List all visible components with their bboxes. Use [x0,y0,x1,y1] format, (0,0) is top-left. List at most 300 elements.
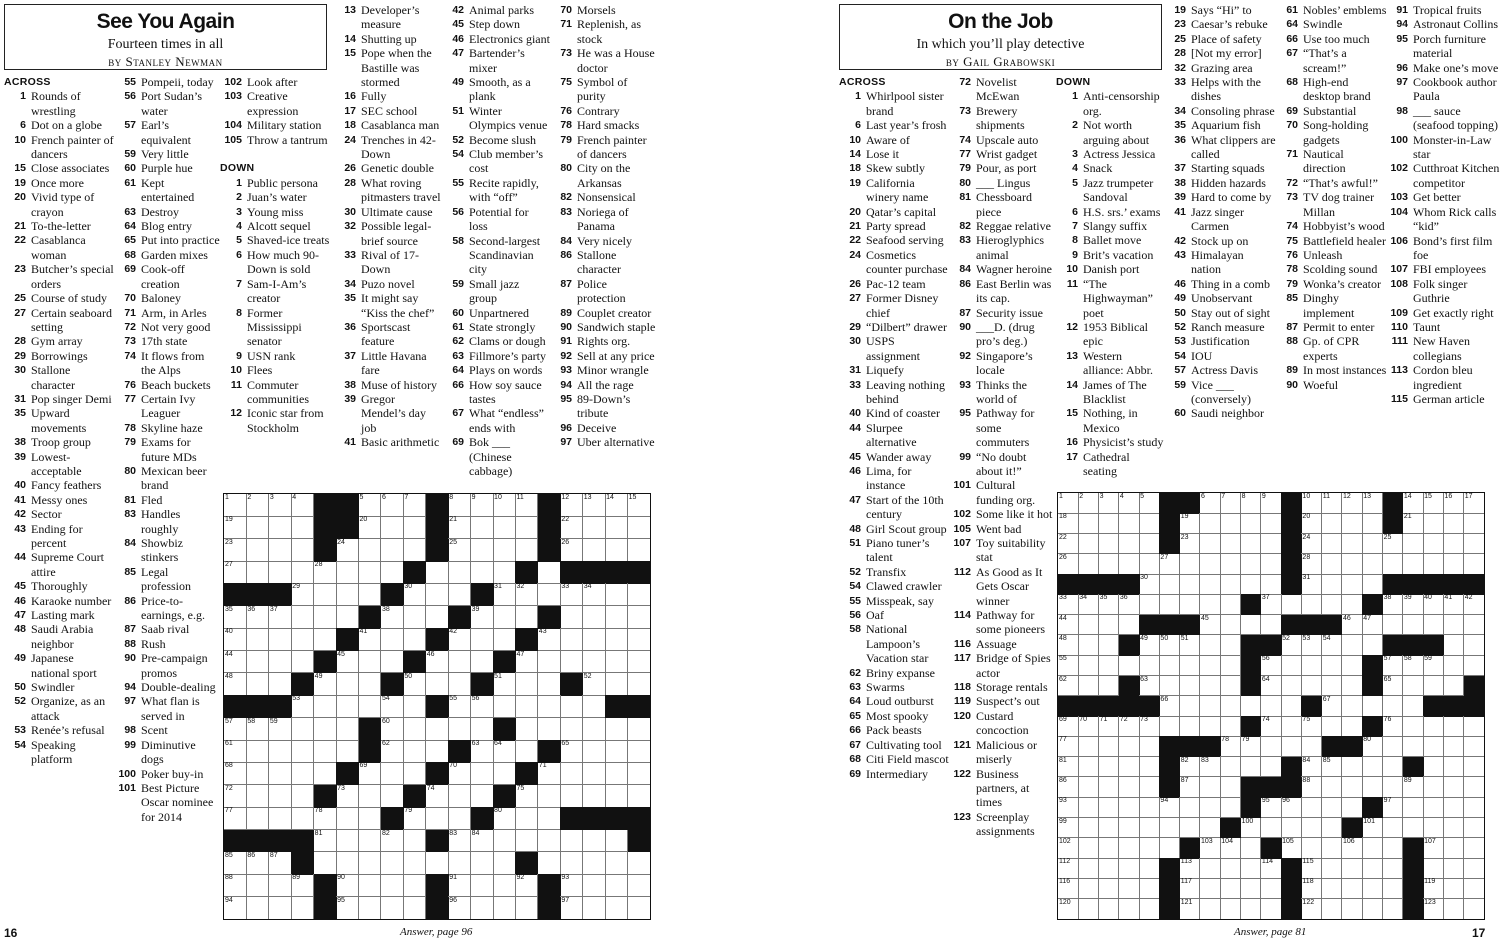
grid-cell[interactable] [269,651,292,674]
clue[interactable] [334,277,442,291]
grid-cell[interactable] [381,651,404,674]
clue[interactable] [1276,176,1388,190]
grid-cell[interactable] [1159,838,1180,859]
grid-cell[interactable] [1443,676,1464,697]
grid-cell[interactable] [605,897,628,919]
grid-cell[interactable] [605,539,628,562]
grid-cell[interactable] [314,583,337,606]
grid-cell[interactable] [336,561,359,584]
grid-cell[interactable] [1403,797,1424,818]
grid-cell[interactable] [448,897,471,919]
clue[interactable] [442,133,550,147]
clue[interactable] [4,522,114,551]
grid-cell[interactable] [1281,635,1302,656]
grid-cell[interactable] [1342,878,1363,899]
clue[interactable] [114,378,220,392]
grid-cell[interactable] [515,516,538,539]
grid-cell[interactable] [1342,554,1363,575]
grid-cell[interactable] [1078,797,1099,818]
clue[interactable] [4,219,114,233]
grid-cell[interactable] [1342,655,1363,676]
grid-cell[interactable] [1362,818,1383,839]
grid-cell[interactable] [1078,655,1099,676]
clue[interactable] [949,219,1053,233]
grid-cell[interactable] [1261,716,1282,737]
grid-cell[interactable] [291,874,314,897]
grid-cell[interactable] [1362,493,1383,514]
grid-cell[interactable] [1200,878,1221,899]
grid-cell[interactable] [448,516,471,539]
clue[interactable] [334,46,442,89]
clue[interactable] [4,291,114,305]
clue[interactable] [442,334,550,348]
clue[interactable] [839,248,949,277]
clue[interactable] [114,233,220,247]
grid-cell[interactable] [1078,716,1099,737]
grid-cell[interactable] [560,695,583,718]
grid-cell[interactable] [628,673,650,696]
clue[interactable] [442,234,550,277]
grid-cell[interactable] [1159,797,1180,818]
grid-cell[interactable] [560,583,583,606]
clue[interactable] [1056,277,1164,320]
grid-cell[interactable] [1342,858,1363,879]
clue[interactable] [550,421,658,435]
clue[interactable] [114,637,220,651]
clue[interactable] [114,75,220,89]
grid-cell[interactable] [1200,818,1221,839]
clue[interactable] [949,262,1053,276]
grid-cell[interactable] [1342,716,1363,737]
clue[interactable] [839,205,949,219]
grid-cell[interactable] [448,695,471,718]
grid-cell[interactable] [1464,838,1484,859]
grid-cell[interactable] [560,628,583,651]
grid-cell[interactable] [269,606,292,629]
grid-cell[interactable] [1058,493,1079,514]
grid-cell[interactable] [1423,615,1444,636]
grid-cell[interactable] [1220,513,1241,534]
grid-cell[interactable] [1139,493,1160,514]
grid-cell[interactable] [628,583,650,606]
grid-cell[interactable] [605,852,628,875]
clue[interactable] [839,738,949,752]
grid-cell[interactable] [1342,493,1363,514]
grid-cell[interactable] [448,785,471,808]
grid-cell[interactable] [426,740,449,763]
clue[interactable] [1164,3,1276,17]
grid-cell[interactable] [1078,858,1099,879]
grid-cell[interactable] [359,785,382,808]
grid-cell[interactable] [314,807,337,830]
clue[interactable] [114,392,220,421]
grid-cell[interactable] [1423,818,1444,839]
grid-cell[interactable] [359,494,382,517]
grid-cell[interactable] [1322,676,1343,697]
clue[interactable] [550,277,658,306]
grid-cell[interactable] [1078,493,1099,514]
grid-cell[interactable] [560,718,583,741]
grid-cell[interactable] [493,539,516,562]
clue[interactable] [220,363,330,377]
grid-cell[interactable] [1301,554,1322,575]
grid-cell[interactable] [1423,757,1444,778]
clue[interactable] [949,694,1053,708]
grid-cell[interactable] [246,539,269,562]
grid-cell[interactable] [1301,655,1322,676]
grid-cell[interactable] [628,718,650,741]
clue[interactable] [4,651,114,680]
grid-cell[interactable] [1362,534,1383,555]
grid-cell[interactable] [314,628,337,651]
grid-cell[interactable] [628,651,650,674]
grid-cell[interactable] [246,606,269,629]
clue[interactable] [334,219,442,248]
grid-cell[interactable] [314,673,337,696]
grid-cell[interactable] [1119,615,1140,636]
grid-cell[interactable] [336,852,359,875]
grid-cell[interactable] [291,695,314,718]
grid-cell[interactable] [1058,594,1079,615]
grid-cell[interactable] [1301,838,1322,859]
grid-cell[interactable] [269,539,292,562]
clue[interactable] [220,133,330,147]
clue[interactable] [949,176,1053,190]
clue[interactable] [949,536,1053,565]
grid-cell[interactable] [1443,757,1464,778]
clue[interactable] [839,622,949,665]
clue[interactable] [220,406,330,435]
grid-cell[interactable] [246,852,269,875]
clue[interactable] [1164,205,1276,234]
grid-cell[interactable] [1119,655,1140,676]
grid-cell[interactable] [1362,777,1383,798]
grid-cell[interactable] [381,830,404,853]
grid-cell[interactable] [1220,615,1241,636]
clue[interactable] [114,349,220,378]
grid-cell[interactable] [246,651,269,674]
clue[interactable] [839,277,949,291]
grid-cell[interactable] [224,539,247,562]
clue[interactable] [220,248,330,277]
grid-cell[interactable] [1139,676,1160,697]
grid-cell[interactable] [1220,838,1241,859]
grid-cell[interactable] [1443,655,1464,676]
grid-cell[interactable] [583,516,606,539]
grid-cell[interactable] [1099,838,1120,859]
grid-cell[interactable] [1261,513,1282,534]
grid-cell[interactable] [426,785,449,808]
grid-cell[interactable] [583,897,606,919]
clue[interactable] [220,176,330,190]
grid-cell[interactable] [1281,838,1302,859]
grid-cell[interactable] [1200,594,1221,615]
grid-cell[interactable] [269,561,292,584]
clue[interactable] [442,176,550,205]
grid-cell[interactable] [1383,858,1404,879]
clue[interactable] [1276,262,1388,276]
grid-cell[interactable] [1443,716,1464,737]
grid-cell[interactable] [1119,899,1140,919]
grid-cell[interactable] [471,651,494,674]
clue[interactable] [4,334,114,348]
grid-cell[interactable] [493,807,516,830]
clue[interactable] [114,464,220,493]
grid-cell[interactable] [471,628,494,651]
clue[interactable] [1386,3,1500,17]
clue[interactable] [442,378,550,407]
grid-cell[interactable] [538,785,561,808]
clue[interactable] [1056,205,1164,219]
clue[interactable] [949,522,1053,536]
clue[interactable] [949,680,1053,694]
grid-cell[interactable] [1119,594,1140,615]
grid-cell[interactable] [359,807,382,830]
grid-cell[interactable] [1301,858,1322,879]
grid-cell[interactable] [403,762,426,785]
grid-cell[interactable] [1362,858,1383,879]
clue[interactable] [550,248,658,277]
grid-cell[interactable] [1099,655,1120,676]
grid-cell[interactable] [1403,615,1424,636]
grid-cell[interactable] [1139,777,1160,798]
grid-cell[interactable] [1058,797,1079,818]
clue[interactable] [4,349,114,363]
grid-cell[interactable] [471,695,494,718]
clue[interactable] [442,435,550,478]
grid-cell[interactable] [538,695,561,718]
grid-cell[interactable] [1159,554,1180,575]
grid-cell[interactable] [448,718,471,741]
clue[interactable] [1386,363,1500,392]
clue[interactable] [4,176,114,190]
grid-cell[interactable] [1464,635,1484,656]
grid-cell[interactable] [291,740,314,763]
grid-cell[interactable] [1403,554,1424,575]
grid-cell[interactable] [628,740,650,763]
clue[interactable] [334,378,442,392]
grid-cell[interactable] [1078,757,1099,778]
clue[interactable] [1056,233,1164,247]
grid-cell[interactable] [583,762,606,785]
clue[interactable] [1164,349,1276,363]
grid-cell[interactable] [605,718,628,741]
grid-cell[interactable] [1241,615,1262,636]
grid-cell[interactable] [515,830,538,853]
grid-cell[interactable] [1342,534,1363,555]
grid-cell[interactable] [1443,736,1464,757]
grid-cell[interactable] [1058,534,1079,555]
clue[interactable] [1386,161,1500,190]
clue[interactable] [442,32,550,46]
grid-cell[interactable] [314,830,337,853]
clue[interactable] [442,406,550,435]
grid-cell[interactable] [1383,818,1404,839]
grid-cell[interactable] [359,695,382,718]
grid-cell[interactable] [1322,594,1343,615]
grid-cell[interactable] [493,673,516,696]
clue[interactable] [442,3,550,17]
grid-cell[interactable] [515,494,538,517]
grid-cell[interactable] [471,740,494,763]
clue[interactable] [1276,219,1388,233]
grid-cell[interactable] [1180,635,1201,656]
grid-cell[interactable] [1099,615,1120,636]
grid-cell[interactable] [1099,635,1120,656]
grid-cell[interactable] [314,695,337,718]
grid-cell[interactable] [628,539,650,562]
grid-cell[interactable] [1464,736,1484,757]
clue[interactable] [839,450,949,464]
clue[interactable] [1164,406,1276,420]
grid-cell[interactable] [1058,878,1079,899]
clue[interactable] [550,133,658,162]
grid-cell[interactable] [1241,899,1262,919]
grid-cell[interactable] [1423,777,1444,798]
grid-cell[interactable] [538,807,561,830]
grid-cell[interactable] [1119,797,1140,818]
grid-cell[interactable] [448,807,471,830]
grid-cell[interactable] [1322,858,1343,879]
grid-cell[interactable] [583,718,606,741]
clue[interactable] [1056,147,1164,161]
clue[interactable] [949,709,1053,738]
grid-cell[interactable] [560,651,583,674]
grid-cell[interactable] [1099,554,1120,575]
grid-cell[interactable] [538,762,561,785]
grid-cell[interactable] [1464,878,1484,899]
grid-cell[interactable] [291,762,314,785]
clue[interactable] [334,161,442,175]
grid-cell[interactable] [1241,818,1262,839]
grid-cell[interactable] [1383,899,1404,919]
clue[interactable] [1056,450,1164,479]
grid-cell[interactable] [1200,513,1221,534]
grid-cell[interactable] [471,874,494,897]
grid-cell[interactable] [1058,899,1079,919]
grid-cell[interactable] [1362,615,1383,636]
grid-cell[interactable] [471,539,494,562]
grid-cell[interactable] [1200,716,1221,737]
grid-cell[interactable] [1362,838,1383,859]
clue[interactable] [1164,248,1276,277]
clue[interactable] [1276,277,1388,291]
clue[interactable] [949,738,1053,767]
grid-cell[interactable] [224,516,247,539]
clue[interactable] [949,161,1053,175]
grid-cell[interactable] [1159,594,1180,615]
grid-cell[interactable] [1423,858,1444,879]
grid-cell[interactable] [403,606,426,629]
grid-cell[interactable] [493,852,516,875]
clue[interactable] [1164,320,1276,334]
clue[interactable] [1276,46,1388,75]
grid-cell[interactable] [515,606,538,629]
grid-cell[interactable] [1159,655,1180,676]
grid-cell[interactable] [471,494,494,517]
grid-cell[interactable] [381,785,404,808]
clue[interactable] [1276,234,1388,248]
grid-cell[interactable] [1220,858,1241,879]
clue[interactable] [334,205,442,219]
grid-cell[interactable] [426,651,449,674]
grid-cell[interactable] [1220,736,1241,757]
grid-cell[interactable] [1261,797,1282,818]
clue[interactable] [550,46,658,75]
grid-cell[interactable] [1403,696,1424,717]
clue[interactable] [1386,75,1500,104]
grid-cell[interactable] [1443,797,1464,818]
grid-cell[interactable] [1078,676,1099,697]
grid-cell[interactable] [1342,696,1363,717]
grid-cell[interactable] [224,740,247,763]
grid-cell[interactable] [403,494,426,517]
grid-cell[interactable] [1403,493,1424,514]
grid-cell[interactable] [224,651,247,674]
clue[interactable] [114,723,220,737]
grid-cell[interactable] [1322,534,1343,555]
clue[interactable] [1164,32,1276,46]
grid-cell[interactable] [1383,554,1404,575]
clue[interactable] [839,363,949,377]
clue[interactable] [949,565,1053,608]
grid-cell[interactable] [471,561,494,584]
clue[interactable] [550,378,658,392]
clue[interactable] [949,651,1053,680]
grid-cell[interactable] [448,852,471,875]
grid-cell[interactable] [1180,655,1201,676]
clue[interactable] [550,306,658,320]
grid-cell[interactable] [291,539,314,562]
grid-cell[interactable] [605,740,628,763]
clue[interactable] [949,75,1053,104]
grid-cell[interactable] [1058,818,1079,839]
grid-cell[interactable] [224,628,247,651]
grid-cell[interactable] [515,673,538,696]
grid-cell[interactable] [1261,615,1282,636]
grid-cell[interactable] [336,897,359,919]
clue[interactable] [1276,320,1388,334]
clue[interactable] [114,738,220,767]
grid-cell[interactable] [1139,899,1160,919]
grid-cell[interactable] [336,830,359,853]
clue[interactable] [1276,3,1388,17]
grid-cell[interactable] [1200,635,1221,656]
clue[interactable] [550,190,658,204]
grid-cell[interactable] [1180,554,1201,575]
clue[interactable] [1276,104,1388,118]
clue[interactable] [4,622,114,651]
grid-cell[interactable] [426,807,449,830]
grid-cell[interactable] [471,718,494,741]
clue[interactable] [1276,363,1388,377]
grid-cell[interactable] [1220,676,1241,697]
grid-cell[interactable] [1139,838,1160,859]
clue[interactable] [220,190,330,204]
clue[interactable] [220,89,330,118]
grid-cell[interactable] [1180,858,1201,879]
grid-cell[interactable] [1322,878,1343,899]
grid-cell[interactable] [493,874,516,897]
grid-cell[interactable] [336,583,359,606]
grid-cell[interactable] [1220,594,1241,615]
grid-cell[interactable] [1200,493,1221,514]
grid-cell[interactable] [1261,757,1282,778]
clue[interactable] [4,680,114,694]
grid-cell[interactable] [1322,696,1343,717]
grid-cell[interactable] [1241,554,1262,575]
clue[interactable] [1164,306,1276,320]
